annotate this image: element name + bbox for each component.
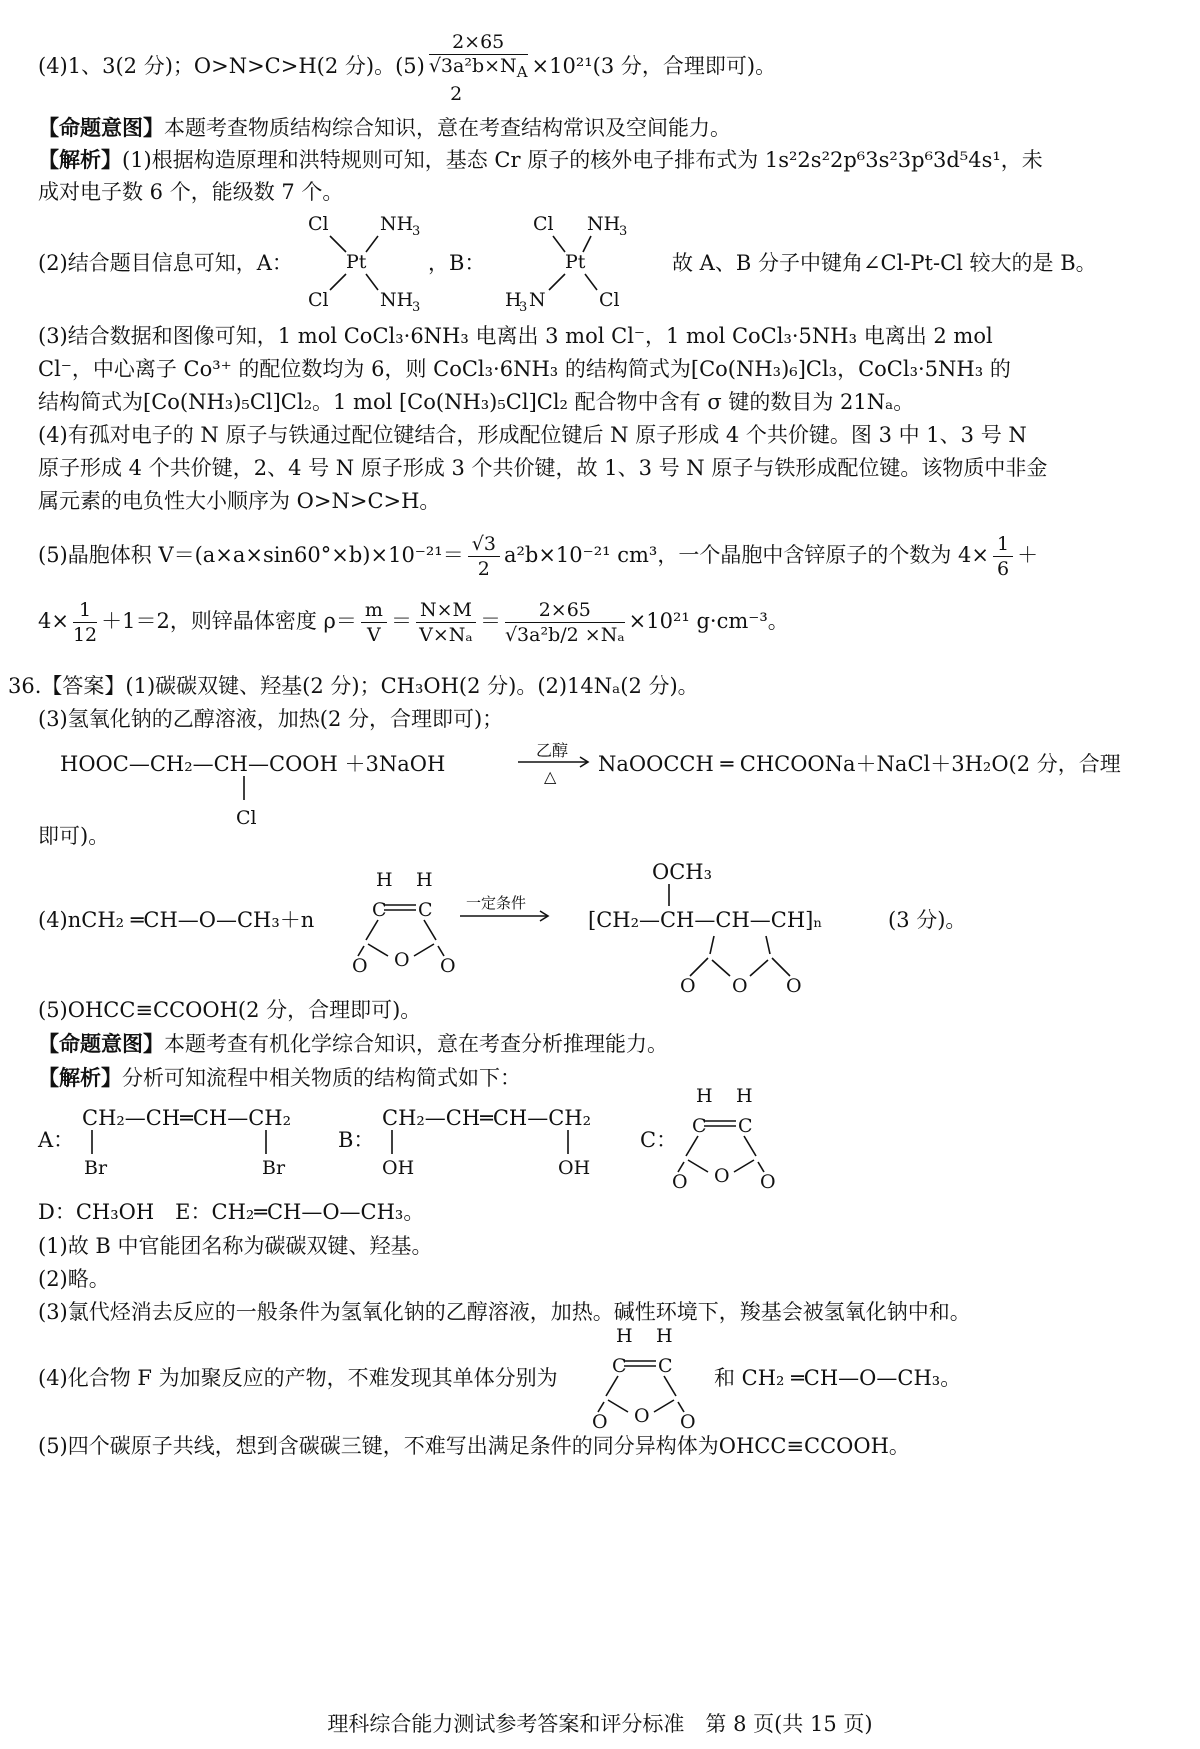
q36-eq4-left: (4)nCH₂ ═CH—O—CH₃＋n (38, 908, 315, 932)
svg-text:H: H (656, 1325, 673, 1347)
svg-text:H: H (736, 1085, 753, 1107)
svg-text:O: O (732, 975, 748, 997)
svg-text:O: O (440, 955, 456, 977)
q36-eq3-cl-bond (236, 776, 276, 836)
q35-analysis-3c: 结构简式为[Co(NH₃)₅Cl]Cl₂。1 mol [Co(NH₃)₅Cl]Cl₂ 配合物中含有 σ 键的数目为 21Nₐ。 (38, 390, 915, 414)
svg-text:C: C (692, 1115, 707, 1137)
q36-a5: (5)四个碳原子共线，想到含碳碳三键，不难写出满足条件的同分异构体为OHCC≡CCOOH。 (38, 1434, 910, 1458)
q35-analysis-2-pre: (2)结合题目信息可知，A： (38, 251, 293, 275)
svg-text:Pt: Pt (346, 251, 367, 273)
q36-eq4-och3: OCH₃ (652, 860, 713, 884)
svg-text:O: O (714, 1165, 730, 1187)
svg-text:O: O (786, 975, 802, 997)
q35-analysis-2-mid: ，B： (428, 251, 486, 275)
svg-text:H: H (505, 289, 522, 311)
struct-b-bonds (382, 1128, 602, 1182)
struct-b: CH₂—CH═CH—CH₂ (382, 1106, 592, 1130)
q35-analysis-4c: 属元素的电负性大小顺序为 O>N>C>H。 (38, 489, 441, 513)
q36-answer-5: (5)OHCC≡CCOOH(2 分，合理即可)。 (38, 998, 422, 1022)
struct-b-label: B： (338, 1128, 375, 1152)
q35-analysis-4b: 原子形成 4 个共价键，2、4 号 N 原子形成 3 个共价键，故 1、3 号 N 原子与铁形成配位键。该物质中非金 (38, 456, 1048, 480)
page-footer: 理科综合能力测试参考答案和评分标准 第 8 页(共 15 页) (327, 1712, 873, 1736)
svg-text:C: C (612, 1355, 627, 1377)
svg-text:Cl: Cl (533, 213, 554, 235)
struct-a-bonds (82, 1128, 302, 1182)
svg-text:3: 3 (412, 300, 421, 315)
q35-answer-line: (4)1、3(2 分)；O>N>C>H(2 分)。(5) 2×65 $√3a^2b\times N_A$ 2 ×10²¹(3 分，合理即可)。 (38, 31, 777, 105)
svg-text:Cl: Cl (236, 807, 257, 829)
svg-text:Cl: Cl (308, 213, 329, 235)
q36-a2: (2)略。 (38, 1267, 110, 1291)
svg-text:Cl: Cl (308, 289, 329, 311)
q36-eq4-product-ring (670, 936, 810, 996)
pt-complex-b (505, 210, 645, 315)
svg-text:NH: NH (380, 289, 414, 311)
svg-text:Br: Br (84, 1157, 108, 1179)
maleic-anhydride-ring-2 (672, 1082, 792, 1192)
svg-text:C: C (658, 1355, 673, 1377)
q35-density-fraction: 2×65 $√3a^2b\times N_A$ 2 (428, 31, 528, 105)
q35-analysis-5b: 4× $\frac{1}{12}$ ＋1＝2，则锌晶体密度 ρ＝ $\frac{m}{V}$ ＝ $\frac{N\times M}{\text{V×Nₐ}}$ ＝ $\frac{2\times 65}{\text{√3a²b/2 ×Nₐ}}$ ×10²¹ g·cm⁻³。 (38, 599, 789, 646)
q35-analysis-1b: 成对电子数 6 个，能级数 7 个。 (38, 180, 344, 204)
q36-eq3-right: NaOOCCH ═ CHCOONa＋NaCl＋3H₂O(2 分，合理 (598, 752, 1121, 776)
q36-eq3-tail: 即可)。 (38, 824, 110, 848)
svg-text:C: C (738, 1115, 753, 1137)
q35-answer-text: (4)1、3(2 分)；O>N>C>H(2 分)。(5) (38, 54, 425, 78)
q35-analysis-5a: (5)晶胞体积 V＝(a×a×sin60°×b)×10⁻²¹＝ $\frac{√3}{2}$ a²b×10⁻²¹ cm³，一个晶胞中含锌原子的个数为 4× $\frac{1}{6}$ ＋ (38, 533, 1039, 580)
q36-eq4-score: (3 分)。 (888, 908, 967, 932)
q36-a3: (3)氯代烃消去反应的一般条件为氢氧化钠的乙醇溶液，加热。碱性环境下，羧基会被氢氧化钠中和。 (38, 1300, 971, 1324)
svg-text:△: △ (544, 767, 557, 786)
svg-text:C: C (418, 899, 433, 921)
pt-complex-a (300, 210, 440, 315)
svg-text:O: O (680, 1411, 696, 1433)
svg-text:Pt: Pt (565, 251, 586, 273)
svg-text:O: O (352, 955, 368, 977)
svg-text:Cl: Cl (599, 289, 620, 311)
svg-text:乙醇: 乙醇 (536, 741, 569, 760)
q35-analysis-1a: 【解析】(1)根据构造原理和洪特规则可知，基态 Cr 原子的核外电子排布式为 1s²2s²2p⁶3s²3p⁶3d⁵4s¹，未 (38, 147, 1043, 172)
q36-analysis-intro: 【解析】分析可知流程中相关物质的结构简式如下： (38, 1065, 521, 1090)
svg-text:一定条件: 一定条件 (466, 894, 527, 912)
svg-text:Br: Br (262, 1157, 286, 1179)
svg-text:NH: NH (587, 213, 621, 235)
q36-answer-1: 36.【答案】(1)碳碳双键、羟基(2 分)；CH₃OH(2 分)。(2)14Nₐ(2 分)。 (8, 674, 699, 698)
q36-a4-pre: (4)化合物 F 为加聚反应的产物，不难发现其单体分别为 (38, 1366, 558, 1390)
svg-text:N: N (529, 289, 546, 311)
svg-text:H: H (616, 1325, 633, 1347)
maleic-anhydride-ring-1 (352, 866, 472, 976)
q36-eq3-left: HOOC—CH₂—CH—COOH ＋3NaOH (60, 752, 446, 776)
svg-text:H: H (416, 869, 433, 891)
q36-answer-3: (3)氢氧化钠的乙醇溶液，加热(2 分，合理即可)； (38, 707, 504, 731)
struct-de: D：CH₃OH E：CH₂═CH—O—CH₃。 (38, 1200, 425, 1224)
struct-a: CH₂—CH═CH—CH₂ (82, 1106, 292, 1130)
svg-text:O: O (394, 949, 410, 971)
svg-text:O: O (760, 1171, 776, 1193)
svg-text:O: O (592, 1411, 608, 1433)
svg-text:H: H (696, 1085, 713, 1107)
q35-analysis-3a: (3)结合数据和图像可知，1 mol CoCl₃·6NH₃ 电离出 3 mol Cl⁻，1 mol CoCl₃·5NH₃ 电离出 2 mol (38, 324, 993, 348)
svg-text:NH: NH (380, 213, 414, 235)
q36-eq4-arrow (460, 892, 560, 932)
svg-text:O: O (634, 1405, 650, 1427)
q35-analysis-2-post: 故 A、B 分子中键角∠Cl-Pt-Cl 较大的是 B。 (672, 251, 1097, 275)
q35-analysis-4a: (4)有孤对电子的 N 原子与铁通过配位键结合，形成配位键后 N 原子形成 4 个共价键。图 3 中 1、3 号 N (38, 423, 1027, 447)
struct-a-label: A： (38, 1128, 75, 1152)
struct-c-label: C： (640, 1128, 678, 1152)
svg-text:3: 3 (519, 300, 528, 315)
svg-text:C: C (372, 899, 387, 921)
svg-text:3: 3 (412, 224, 421, 239)
svg-text:OH: OH (382, 1157, 415, 1179)
svg-text:O: O (672, 1171, 688, 1193)
q35-intent: 【命题意图】本题考查物质结构综合知识，意在考查结构常识及空间能力。 (38, 115, 731, 140)
q36-intent: 【命题意图】本题考查有机化学综合知识，意在考查分析推理能力。 (38, 1031, 668, 1056)
q36-a1: (1)故 B 中官能团名称为碳碳双键、羟基。 (38, 1234, 433, 1258)
svg-text:H: H (376, 869, 393, 891)
q36-eq4-och3-bond (664, 884, 674, 910)
maleic-anhydride-ring-3 (592, 1322, 712, 1432)
svg-text:OH: OH (558, 1157, 591, 1179)
svg-text:O: O (680, 975, 696, 997)
svg-text:3: 3 (619, 224, 628, 239)
q36-eq4-right: [CH₂—CH—CH—CH]ₙ (588, 908, 823, 932)
q35-analysis-3b: Cl⁻，中心离子 Co³⁺ 的配位数均为 6，则 CoCl₃·6NH₃ 的结构简式为[Co(NH₃)₆]Cl₃，CoCl₃·5NH₃ 的 (38, 357, 1011, 381)
q36-a4-post: 和 CH₂ ═CH—O—CH₃。 (714, 1366, 962, 1390)
q36-eq3-arrow (518, 738, 594, 788)
